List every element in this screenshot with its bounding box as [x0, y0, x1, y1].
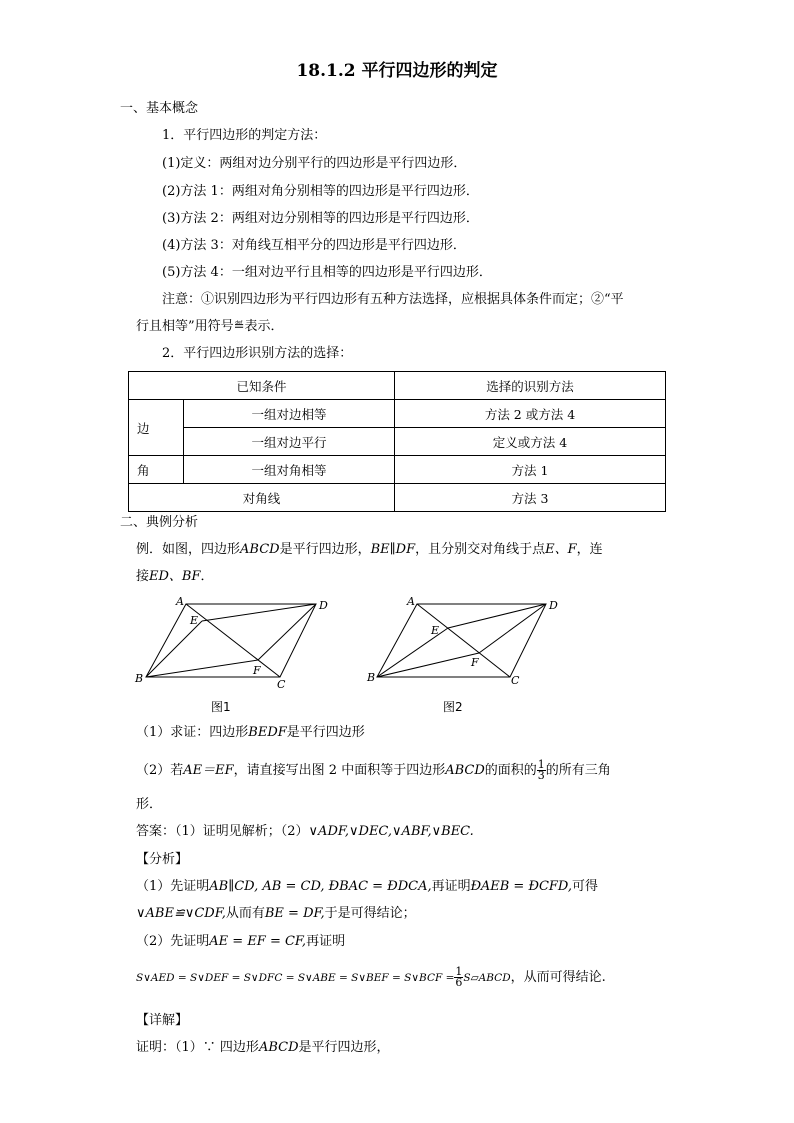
figure-1: [130, 592, 350, 692]
item1-heading: 1．平行四边形的判定方法：: [162, 128, 327, 143]
analysis-math: ∨ABE≌∨CDF,: [136, 906, 226, 921]
table-cell: 一组对边相等: [184, 400, 395, 428]
analysis-line-4: [136, 965, 606, 991]
label-b: B: [367, 671, 376, 684]
parallelogram-abcd: [377, 604, 546, 677]
analysis-math: S∨AED = S∨DEF = S∨DFC = S∨ABE = S∨BEF = S∨BCF =: [136, 972, 455, 984]
table-category-side: 边: [129, 400, 184, 456]
item2-heading: 2．平行四边形识别方法的选择：: [162, 346, 353, 361]
question-text: ，请直接写出图 2 中面积等于四边形: [233, 763, 446, 778]
segment-bf: [377, 653, 479, 677]
label-c: C: [511, 674, 520, 687]
analysis-text: 再证明: [306, 934, 346, 949]
example-text-line-2: [136, 568, 214, 586]
question-text: 是平行四边形: [286, 725, 365, 740]
question-math: BEDF: [248, 725, 287, 740]
analysis-line-2: [136, 905, 416, 923]
segment-be: [146, 621, 202, 677]
answer-math: ∨ADF,∨DEC,∨ABF,∨BEC.: [308, 824, 474, 839]
label-a: A: [176, 595, 184, 608]
analysis-math: ÐAEB = ÐCFD,: [470, 879, 573, 894]
note-line-1: 注意：①识别四边形为平行四边形有五种方法选择，应根据具体条件而定；②“平: [162, 292, 624, 307]
segment-df: [479, 604, 546, 653]
proof-text: 是平行四边形，: [298, 1040, 390, 1055]
label-a: A: [407, 595, 415, 608]
question-2: [136, 758, 611, 784]
section-basic-concepts: 一、基本概念: [120, 101, 199, 116]
analysis-line-1: [136, 878, 598, 896]
table-row: [129, 456, 666, 484]
analysis-math: AE = EF = CF,: [209, 934, 307, 949]
fraction-denominator: 6: [455, 976, 463, 989]
method-3: (4)方法 3：对角线互相平分的四边形是平行四边形．: [162, 238, 466, 253]
analysis-text: （1）先证明: [136, 879, 210, 894]
label-f: F: [253, 664, 261, 677]
question-text: （2）若: [136, 763, 184, 778]
table-row: [129, 428, 666, 456]
question-math: AE＝EF: [183, 763, 234, 778]
analysis-math: BE = DF,: [264, 906, 325, 921]
question-text: 的所有三角: [545, 763, 611, 778]
example-text: 接: [136, 569, 150, 584]
proof-math: ABCD: [258, 1040, 299, 1055]
parallelogram-abcd: [146, 604, 316, 677]
example-math: ED、BF: [149, 569, 201, 584]
example-math: E、F: [545, 542, 577, 557]
method-4: (5)方法 4：一组对边平行且相等的四边形是平行四边形．: [162, 265, 492, 280]
segment-ed: [448, 604, 546, 628]
analysis-text: 再证明: [431, 879, 471, 894]
fraction-numerator: 1: [537, 758, 545, 771]
analysis-text: 于是可得结论；: [324, 906, 416, 921]
proof-line-1: [136, 1039, 390, 1057]
label-b: B: [135, 672, 144, 685]
proof-text: 证明：（1）∵: [136, 1040, 216, 1055]
diagonal-ac: [186, 604, 280, 677]
figure-1-caption: 图1: [211, 700, 231, 714]
note-line-2: 行且相等”用符号≝表示．: [136, 319, 284, 334]
method-1: (2)方法 1：两组对角分别相等的四边形是平行四边形．: [162, 184, 479, 199]
analysis-text: 从而有: [225, 906, 265, 921]
example-text-line-1: [136, 541, 603, 559]
segment-df: [258, 604, 316, 660]
analysis-text: ，从而可得结论.: [510, 970, 606, 985]
example-text: 例．如图，四边形: [136, 542, 241, 557]
table-header-row: [129, 372, 666, 400]
table-cell: 方法 3: [395, 484, 666, 512]
label-f: F: [471, 656, 479, 669]
question-math: ABCD: [445, 763, 485, 778]
label-d: D: [319, 599, 328, 612]
analysis-math: AB∥CD, AB = CD, ÐBAC = ÐDCA,: [209, 879, 432, 894]
table-category-angle: 角: [129, 456, 184, 484]
section-examples: 二、典例分析: [120, 515, 199, 530]
analysis-heading: 【分析】: [136, 852, 189, 867]
table-cell: 定义或方法 4: [395, 428, 666, 456]
table-row: [129, 400, 666, 428]
analysis-text: （2）先证明: [136, 934, 210, 949]
method-2: (3)方法 2：两组对边分别相等的四边形是平行四边形．: [162, 211, 479, 226]
detail-heading: 【详解】: [136, 1013, 189, 1028]
label-d: D: [549, 599, 558, 612]
proof-text: 四边形: [219, 1040, 259, 1055]
analysis-line-3: [136, 933, 345, 951]
table-row: [129, 484, 666, 512]
table-cell: 对角线: [129, 484, 395, 512]
analysis-text: 可得: [572, 879, 599, 894]
example-text: 是平行四边形，: [279, 542, 371, 557]
example-math: BE∥DF: [370, 542, 416, 557]
question-2-line-2: 形．: [136, 797, 163, 812]
method-definition: (1)定义：两组对边分别平行的四边形是平行四边形．: [162, 156, 467, 171]
fraction-denominator: 3: [537, 769, 545, 782]
answer-text: 答案：（1）证明见解析；（2）: [136, 824, 309, 839]
question-text: （1）求证：四边形: [136, 725, 249, 740]
figure-2-caption: 图2: [443, 700, 463, 714]
table-cell: 一组对角相等: [184, 456, 395, 484]
label-e: E: [190, 614, 199, 627]
label-c: C: [277, 678, 286, 691]
page-title: 18.1.2 平行四边形的判定: [296, 61, 498, 81]
table-cell: 一组对边平行: [184, 428, 395, 456]
example-math: ABCD: [240, 542, 280, 557]
example-text: ．: [200, 569, 214, 584]
example-text: ，连: [576, 542, 603, 557]
question-text: 的面积的: [484, 763, 537, 778]
fraction-numerator: 1: [455, 965, 463, 978]
table-header-method: 选择的识别方法: [395, 372, 666, 400]
label-e: E: [431, 624, 440, 637]
figure-2: [362, 592, 572, 692]
segment-ed: [202, 604, 316, 621]
analysis-math: S▱ABCD: [463, 972, 511, 984]
segment-bf: [146, 660, 258, 677]
table-cell: 方法 2 或方法 4: [395, 400, 666, 428]
example-text: ，且分别交对角线于点: [415, 542, 546, 557]
fraction-one-third: [537, 760, 546, 781]
answer: [136, 823, 474, 841]
question-1: [136, 724, 365, 742]
table-cell: 方法 1: [395, 456, 666, 484]
table-header-condition: 已知条件: [129, 372, 395, 400]
selection-table: [128, 371, 666, 512]
